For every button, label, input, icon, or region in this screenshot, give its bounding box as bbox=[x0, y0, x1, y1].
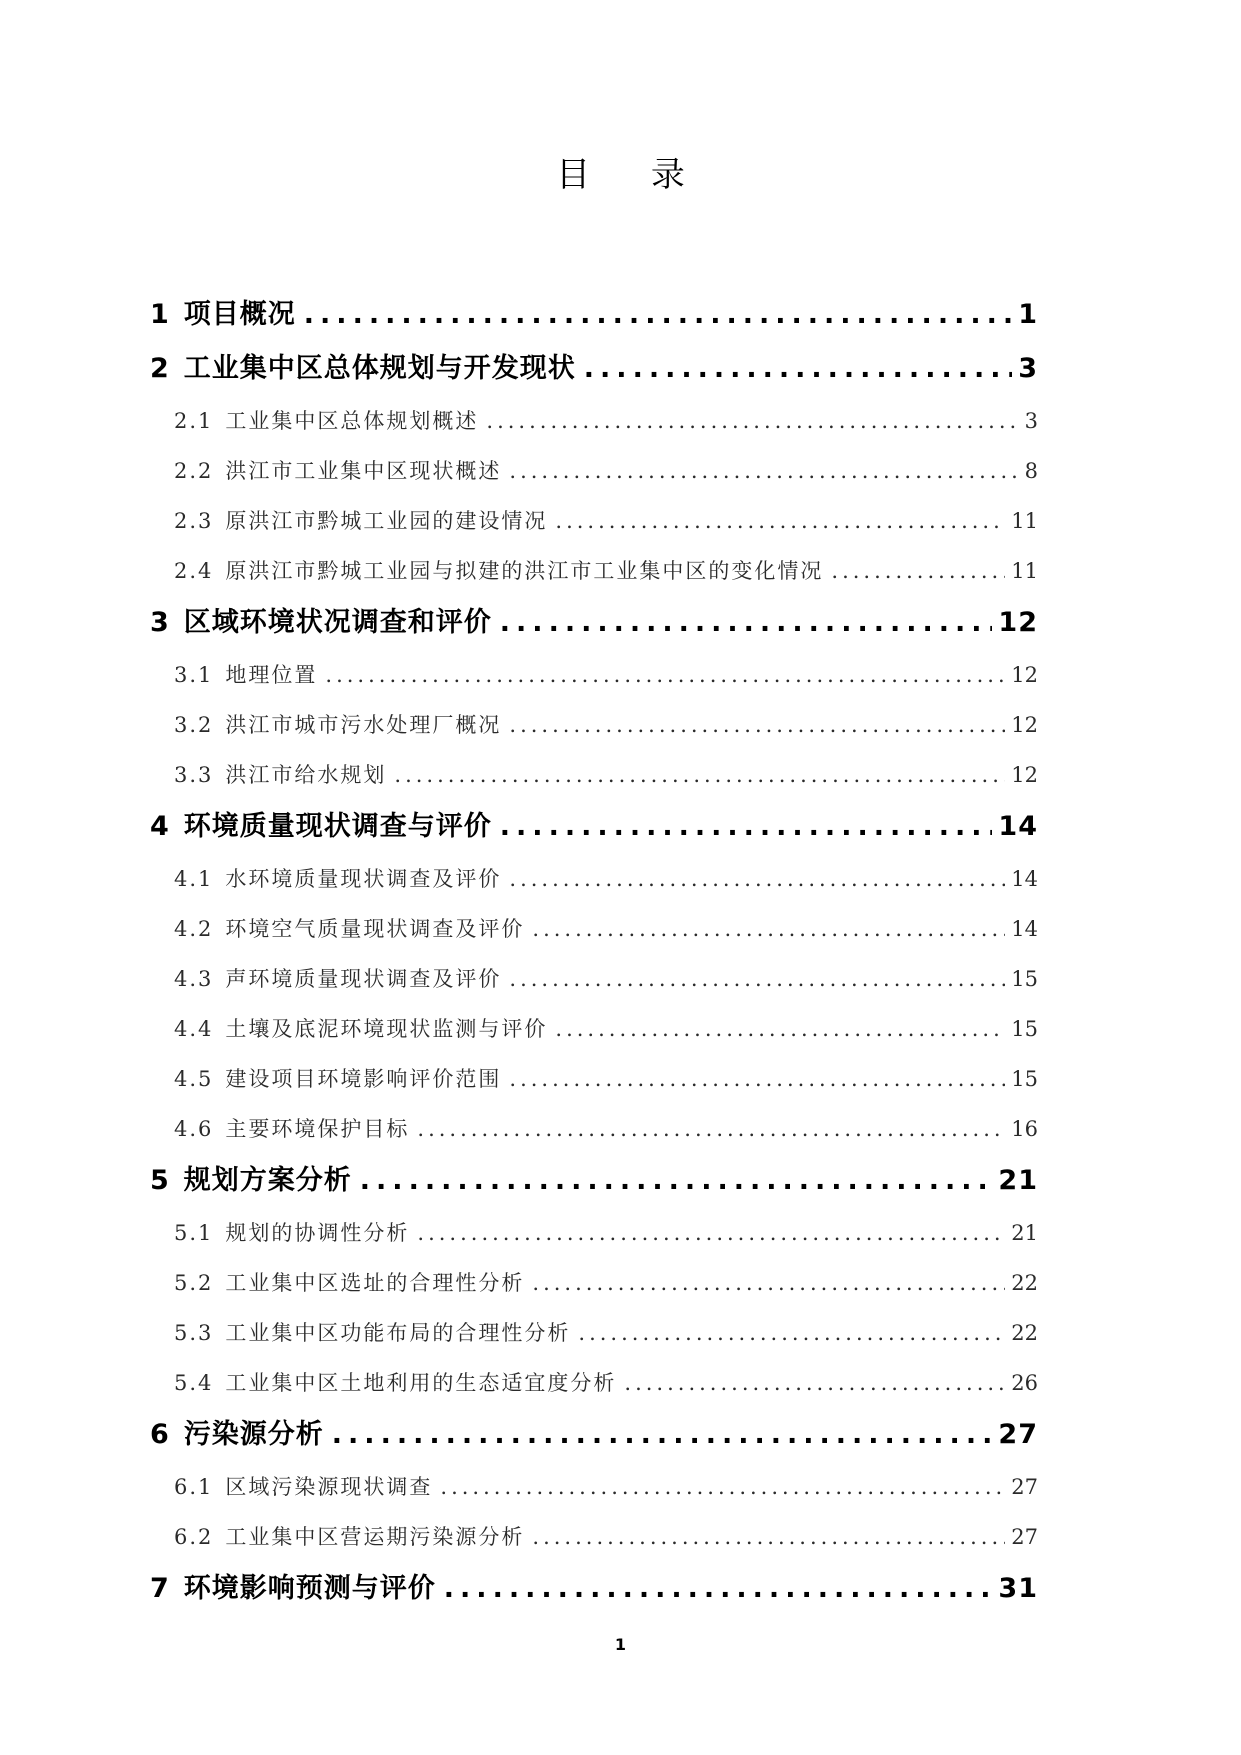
toc-entry-number: 6.2 bbox=[174, 1525, 214, 1549]
toc-entry-title: 规划方案分析 bbox=[183, 1165, 352, 1196]
toc-chapter-entry bbox=[150, 288, 1038, 342]
toc-entry-number: 1 bbox=[150, 299, 170, 330]
toc-entry-page: 15 bbox=[1011, 1017, 1038, 1041]
dot-leader bbox=[555, 496, 1005, 546]
dot-leader bbox=[394, 750, 1005, 800]
toc-entry-page: 16 bbox=[1011, 1117, 1038, 1141]
toc-entry-title: 洪江市工业集中区现状概述 bbox=[225, 459, 502, 483]
toc-section-entry bbox=[150, 954, 1038, 1004]
toc-entry-page: 14 bbox=[998, 811, 1038, 842]
toc-entry-title: 区域环境状况调查和评价 bbox=[183, 607, 492, 638]
toc-entry-number: 4.2 bbox=[174, 917, 214, 941]
toc-entry-page: 22 bbox=[1011, 1321, 1038, 1345]
toc-entry-number: 7 bbox=[150, 1573, 170, 1604]
toc-entry-number: 3.1 bbox=[174, 663, 214, 687]
toc-entry-page: 8 bbox=[1024, 459, 1038, 483]
toc-entry-number: 2.1 bbox=[174, 409, 214, 433]
dot-leader bbox=[332, 1408, 993, 1462]
dot-leader bbox=[500, 800, 993, 854]
toc-entry-page: 12 bbox=[1011, 763, 1038, 787]
toc-entry-number: 2.3 bbox=[174, 509, 214, 533]
toc-entry-title: 污染源分析 bbox=[183, 1419, 324, 1450]
toc-chapter-entry bbox=[150, 1408, 1038, 1462]
toc-entry-title: 工业集中区选址的合理性分析 bbox=[225, 1271, 525, 1295]
toc-entry-page: 14 bbox=[1011, 867, 1038, 891]
toc-entry-page: 3 bbox=[1018, 353, 1038, 384]
toc-entry-title: 原洪江市黔城工业园的建设情况 bbox=[225, 509, 548, 533]
dot-leader bbox=[500, 596, 993, 650]
toc-entry-page: 1 bbox=[1018, 299, 1038, 330]
toc-entry-page: 26 bbox=[1011, 1371, 1038, 1395]
toc-section-entry bbox=[150, 650, 1038, 700]
toc-chapter-entry bbox=[150, 800, 1038, 854]
dot-leader bbox=[555, 1004, 1005, 1054]
dot-leader bbox=[509, 446, 1018, 496]
dot-leader bbox=[509, 700, 1005, 750]
toc-section-entry bbox=[150, 1512, 1038, 1562]
toc-entry-number: 5.4 bbox=[174, 1371, 214, 1395]
toc-section-entry bbox=[150, 750, 1038, 800]
dot-leader bbox=[360, 1154, 993, 1208]
toc-entry-page: 12 bbox=[1011, 713, 1038, 737]
toc-entry-page: 27 bbox=[1011, 1525, 1038, 1549]
toc-entry-title: 地理位置 bbox=[225, 663, 318, 687]
toc-section-entry bbox=[150, 1104, 1038, 1154]
dot-leader bbox=[578, 1308, 1005, 1358]
toc-section-entry bbox=[150, 700, 1038, 750]
dot-leader bbox=[532, 1258, 1005, 1308]
toc-entry-page: 31 bbox=[998, 1573, 1038, 1604]
toc-entry-number: 5.2 bbox=[174, 1271, 214, 1295]
toc-section-entry bbox=[150, 1462, 1038, 1512]
toc-entry-title: 环境质量现状调查与评价 bbox=[183, 811, 492, 842]
toc-entry-title: 工业集中区总体规划概述 bbox=[225, 409, 479, 433]
toc-entry-number: 6 bbox=[150, 1419, 170, 1450]
toc-section-entry bbox=[150, 396, 1038, 446]
dot-leader bbox=[624, 1358, 1005, 1408]
toc-section-entry bbox=[150, 854, 1038, 904]
toc-entry-page: 21 bbox=[1011, 1221, 1038, 1245]
toc-entry-title: 主要环境保护目标 bbox=[225, 1117, 410, 1141]
dot-leader bbox=[444, 1562, 993, 1616]
toc-section-entry bbox=[150, 904, 1038, 954]
footer-page-number: 1 bbox=[614, 1635, 627, 1654]
toc-entry-title: 声环境质量现状调查及评价 bbox=[225, 967, 502, 991]
toc-entry-page: 27 bbox=[1011, 1475, 1038, 1499]
toc-entry-number: 3.3 bbox=[174, 763, 214, 787]
toc-entry-number: 4.4 bbox=[174, 1017, 214, 1041]
toc-entry-number: 5.3 bbox=[174, 1321, 214, 1345]
toc-chapter-entry bbox=[150, 1154, 1038, 1208]
dot-leader bbox=[440, 1462, 1005, 1512]
toc-chapter-entry bbox=[150, 1562, 1038, 1616]
toc-entry-page: 12 bbox=[998, 607, 1038, 638]
toc-entry-title: 工业集中区营运期污染源分析 bbox=[225, 1525, 525, 1549]
toc-section-entry bbox=[150, 496, 1038, 546]
dot-leader bbox=[509, 1054, 1005, 1104]
toc-section-entry bbox=[150, 1054, 1038, 1104]
toc-entry-number: 5 bbox=[150, 1165, 170, 1196]
toc-section-entry bbox=[150, 1208, 1038, 1258]
toc-entry-page: 27 bbox=[998, 1419, 1038, 1450]
toc-entry-title: 项目概况 bbox=[183, 299, 296, 330]
toc-entry-number: 2 bbox=[150, 353, 170, 384]
toc-entry-page: 14 bbox=[1011, 917, 1038, 941]
dot-leader bbox=[509, 854, 1005, 904]
dot-leader bbox=[584, 342, 1012, 396]
dot-leader bbox=[532, 904, 1005, 954]
dot-leader bbox=[831, 546, 1005, 596]
toc-entry-page: 15 bbox=[1011, 967, 1038, 991]
toc-entry-page: 15 bbox=[1011, 1067, 1038, 1091]
toc-entry-page: 3 bbox=[1024, 409, 1038, 433]
dot-leader bbox=[532, 1512, 1005, 1562]
dot-leader bbox=[417, 1104, 1005, 1154]
toc-entry-title: 土壤及底泥环境现状监测与评价 bbox=[225, 1017, 548, 1041]
toc-entry-number: 4.5 bbox=[174, 1067, 214, 1091]
toc-entry-number: 3.2 bbox=[174, 713, 214, 737]
dot-leader bbox=[509, 954, 1005, 1004]
toc-entry-number: 4 bbox=[150, 811, 170, 842]
toc-entry-title: 洪江市给水规划 bbox=[225, 763, 387, 787]
table-of-contents bbox=[150, 288, 1038, 1616]
page-title: 目 录 bbox=[556, 155, 685, 195]
toc-section-entry bbox=[150, 546, 1038, 596]
toc-entry-title: 规划的协调性分析 bbox=[225, 1221, 410, 1245]
dot-leader bbox=[304, 288, 1012, 342]
toc-section-entry bbox=[150, 1308, 1038, 1358]
toc-entry-page: 21 bbox=[998, 1165, 1038, 1196]
toc-entry-number: 3 bbox=[150, 607, 170, 638]
toc-entry-number: 4.1 bbox=[174, 867, 214, 891]
toc-entry-title: 建设项目环境影响评价范围 bbox=[225, 1067, 502, 1091]
toc-entry-number: 5.1 bbox=[174, 1221, 214, 1245]
toc-entry-number: 4.6 bbox=[174, 1117, 214, 1141]
toc-entry-page: 11 bbox=[1011, 509, 1038, 533]
toc-entry-title: 区域污染源现状调查 bbox=[225, 1475, 433, 1499]
toc-section-entry bbox=[150, 1258, 1038, 1308]
toc-section-entry bbox=[150, 1004, 1038, 1054]
toc-entry-page: 22 bbox=[1011, 1271, 1038, 1295]
toc-section-entry bbox=[150, 446, 1038, 496]
toc-section-entry bbox=[150, 1358, 1038, 1408]
dot-leader bbox=[325, 650, 1005, 700]
toc-entry-number: 6.1 bbox=[174, 1475, 214, 1499]
toc-chapter-entry bbox=[150, 342, 1038, 396]
dot-leader bbox=[486, 396, 1018, 446]
toc-chapter-entry bbox=[150, 596, 1038, 650]
toc-entry-page: 11 bbox=[1011, 559, 1038, 583]
toc-entry-title: 水环境质量现状调查及评价 bbox=[225, 867, 502, 891]
dot-leader bbox=[417, 1208, 1005, 1258]
toc-entry-number: 4.3 bbox=[174, 967, 214, 991]
toc-entry-title: 工业集中区功能布局的合理性分析 bbox=[225, 1321, 571, 1345]
toc-entry-number: 2.2 bbox=[174, 459, 214, 483]
toc-entry-title: 环境空气质量现状调查及评价 bbox=[225, 917, 525, 941]
toc-entry-number: 2.4 bbox=[174, 559, 214, 583]
toc-entry-title: 工业集中区总体规划与开发现状 bbox=[183, 353, 576, 384]
toc-entry-title: 洪江市城市污水处理厂概况 bbox=[225, 713, 502, 737]
toc-entry-title: 原洪江市黔城工业园与拟建的洪江市工业集中区的变化情况 bbox=[225, 559, 824, 583]
toc-entry-title: 工业集中区土地利用的生态适宜度分析 bbox=[225, 1371, 617, 1395]
toc-entry-page: 12 bbox=[1011, 663, 1038, 687]
toc-entry-title: 环境影响预测与评价 bbox=[183, 1573, 436, 1604]
